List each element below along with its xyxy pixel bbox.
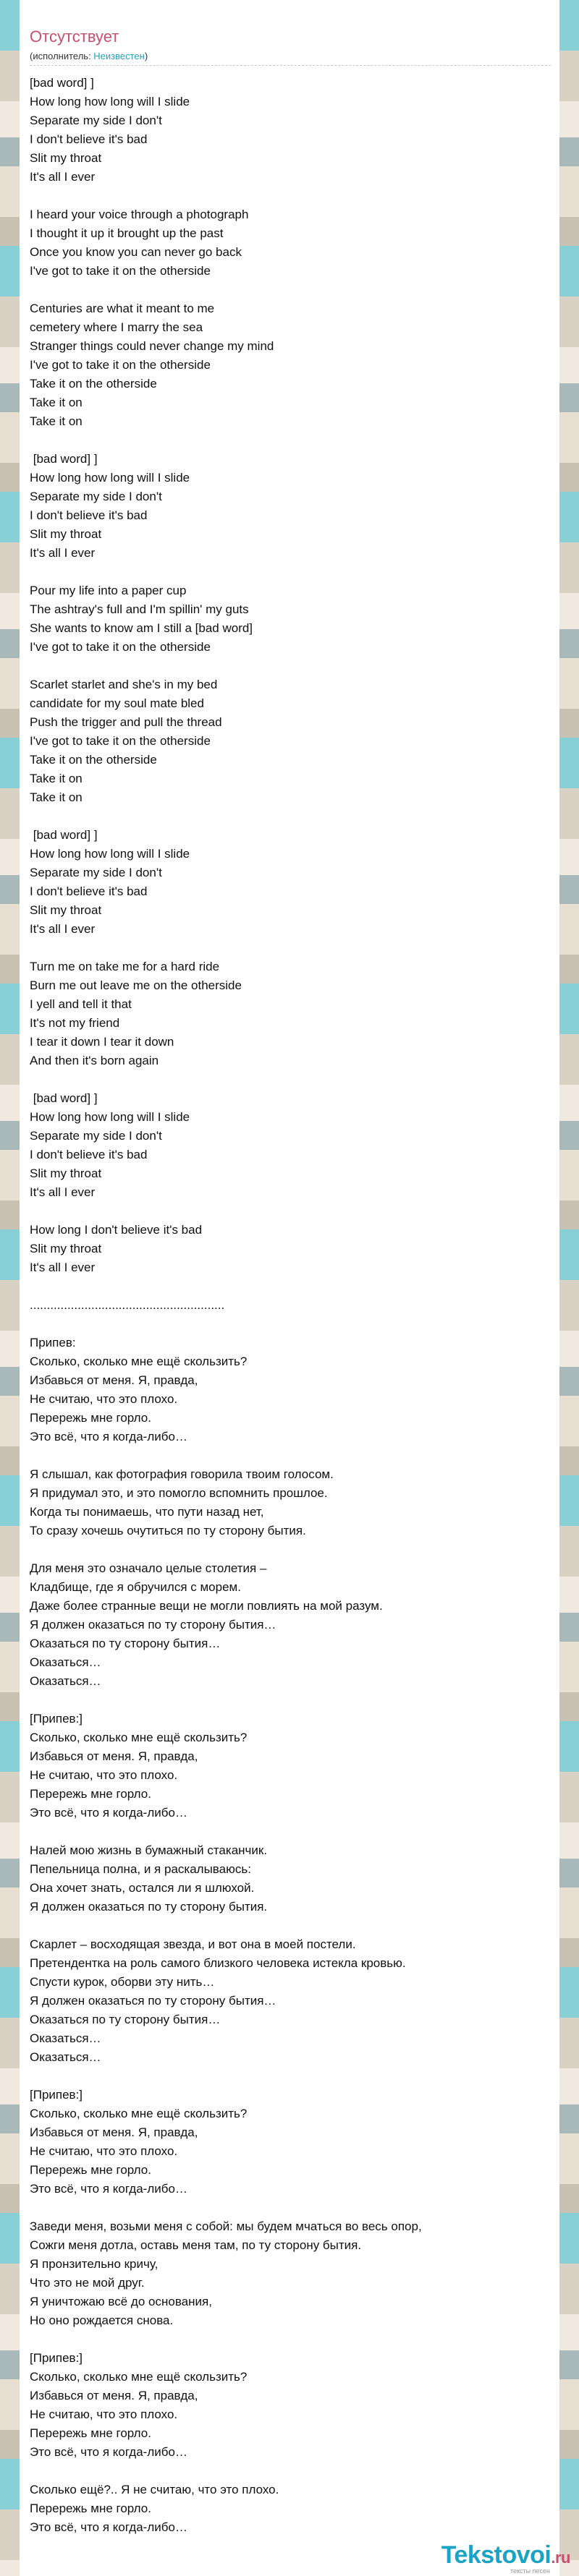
lyrics-line: Перережь мне горло. [30,1787,151,1801]
lyrics-line: Сколько, сколько мне ещё скользить? [30,2370,248,2384]
lyrics-line: Даже более странные вещи не могли повлиять на мой разум. [30,1599,383,1613]
lyrics-line: How long I don't believe it's bad [30,1223,203,1237]
lyrics-line: Pour my life into a paper cup [30,584,187,597]
lyrics-line: Пепельница полна, и я раскалываюсь: [30,1862,251,1876]
lyrics-line: Я пронзительно кричу, [30,2257,159,2271]
title-divider [30,65,551,66]
lyrics-line: Separate my side I don't [30,114,162,127]
lyrics-line: Stranger things could never change my mind [30,339,274,353]
lyrics-line: [Припев:] [30,2351,83,2365]
lyrics-stanza [30,74,551,187]
lyrics-line: Перережь мне горло. [30,2163,151,2177]
lyrics-line: Когда ты понимаешь, что пути назад нет, [30,1505,264,1519]
lyrics-line: Я должен оказаться по ту сторону бытия… [30,1618,276,1632]
lyrics-line: Но оно рождается снова. [30,2313,174,2327]
lyrics-line: How long how long will I slide [30,1110,190,1124]
lyrics-stanza [30,1296,551,1315]
logo-name: Tekstovoi [441,2541,551,2569]
lyrics-stanza [30,826,551,939]
lyrics-stanza [30,1465,551,1540]
song-title: Отсутствует [30,27,119,46]
lyrics-line: Slit my throat [30,151,102,165]
lyrics-line: Заведи меня, возьми меня с собой: мы будем мчаться во весь опор, [30,2219,422,2233]
lyrics-line: And then it's born again [30,1054,159,1067]
lyrics-stanza [30,1935,551,2067]
site-logo[interactable] [441,2541,570,2569]
lyrics-line: Не считаю, что это плохо. [30,1392,178,1406]
lyrics-stanza [30,1221,551,1277]
lyrics-stanza [30,2086,551,2198]
lyrics-line: Не считаю, что это плохо. [30,2407,178,2421]
lyrics-line: It's all I ever [30,170,96,184]
lyrics-line: How long how long will I slide [30,471,190,485]
lyrics-line: Избавься от меня. Я, правда, [30,2125,198,2139]
lyrics-line: Сколько, сколько мне ещё скользить? [30,1731,248,1744]
lyrics-stanza [30,1559,551,1691]
lyrics-line: Это всё, что я когда-либо… [30,2182,187,2196]
lyrics-line: Это всё, что я когда-либо… [30,2520,187,2534]
lyrics-line: Спусти курок, оборви эту нить… [30,1975,215,1989]
logo-tagline: тексты песен [510,2567,550,2575]
lyrics-stanza [30,675,551,807]
lyrics-line: Перережь мне горло. [30,1411,151,1425]
lyrics-line: Не считаю, что это плохо. [30,2144,178,2158]
lyrics-line: То сразу хочешь очутиться по ту сторону бытия. [30,1524,306,1538]
lyrics-stanza [30,1710,551,1822]
lyrics-line: It's all I ever [30,1261,96,1274]
lyrics-line: Separate my side I don't [30,1129,162,1143]
lyrics-line: Это всё, что я когда-либо… [30,1806,187,1820]
lyrics-line: Кладбище, где я обручился с морем. [30,1580,241,1594]
lyrics-line: Скарлет – восходящая звезда, и вот она в моей постели. [30,1937,356,1951]
lyrics-line: Once you know you can never go back [30,245,242,259]
lyrics-line: Separate my side I don't [30,866,162,879]
lyrics-line: I heard your voice through a photograph [30,208,249,221]
lyrics-stanza [30,1841,551,1916]
lyrics-line: Take it on [30,396,83,409]
lyrics-stanza [30,2217,551,2330]
lyrics-line: Избавься от меня. Я, правда, [30,2389,198,2402]
lyrics-line: Избавься от меня. Я, правда, [30,1749,198,1763]
lyrics-stanza [30,581,551,657]
lyrics-line: Push the trigger and pull the thread [30,715,222,729]
lyrics-line: I don't believe it's bad [30,508,148,522]
lyrics-line: I don't believe it's bad [30,1148,148,1161]
lyrics-line: Take it on [30,772,83,785]
lyrics-line: Что это не мой друг. [30,2276,145,2290]
lyrics-line: Centuries are what it meant to me [30,302,215,315]
lyrics-line: Оказаться… [30,1674,101,1688]
lyrics-line: Для меня это означало целые столетия – [30,1561,267,1575]
lyrics-line: Take it on [30,414,83,428]
lyrics-line: It's all I ever [30,922,96,936]
lyrics-text [30,74,551,2556]
lyrics-line: ......................................................... [30,1298,225,1312]
lyrics-line: [bad word] ] [30,452,98,466]
lyrics-line: It's all I ever [30,546,96,560]
lyrics-line: Претендентка на роль самого близкого человека истекла кровью. [30,1956,406,1970]
lyrics-line: [bad word] ] [30,1091,98,1105]
lyrics-line: Избавься от меня. Я, правда, [30,1373,198,1387]
lyrics-line: Сколько ещё?.. Я не считаю, что это плохо. [30,2483,279,2496]
lyrics-line: I've got to take it on the otherside [30,640,211,654]
lyrics-line: Я уничтожаю всё до основания, [30,2295,212,2308]
lyrics-line: I yell and tell it that [30,997,132,1011]
lyrics-stanza [30,450,551,563]
lyrics-line: cemetery where I marry the sea [30,320,203,334]
lyrics-stanza [30,958,551,1070]
lyrics-line: Slit my throat [30,903,102,917]
lyrics-line: Перережь мне горло. [30,2426,151,2440]
lyrics-line: I've got to take it on the otherside [30,264,211,278]
lyrics-line: I've got to take it on the otherside [30,734,211,748]
lyrics-line: Slit my throat [30,527,102,541]
lyrics-line: Take it on the otherside [30,753,157,767]
lyrics-line: [Припев:] [30,1712,83,1726]
lyrics-line: Separate my side I don't [30,490,162,503]
lyrics-line: Scarlet starlet and she's in my bed [30,678,218,691]
lyrics-page [20,0,559,2576]
lyrics-line: Это всё, что я когда-либо… [30,2445,187,2459]
lyrics-line: Я должен оказаться по ту сторону бытия. [30,1900,268,1914]
lyrics-line: candidate for my soul mate bled [30,696,204,710]
lyrics-line: Перережь мне горло. [30,2502,151,2515]
performer-prefix: (исполнитель: [30,51,94,61]
lyrics-line: I tear it down I tear it down [30,1035,174,1049]
lyrics-line: I thought it up it brought up the past [30,226,224,240]
lyrics-line: I don't believe it's bad [30,884,148,898]
lyrics-line: Сколько, сколько мне ещё скользить? [30,2107,248,2120]
performer-suffix: ) [144,51,148,61]
lyrics-line: Припев: [30,1336,76,1349]
lyrics-line: Оказаться… [30,2050,101,2064]
lyrics-line: Slit my throat [30,1242,102,1255]
lyrics-line: Не считаю, что это плохо. [30,1768,178,1782]
lyrics-line: [bad word] ] [30,828,98,842]
lyrics-line: How long how long will I slide [30,95,190,108]
lyrics-line: Это всё, что я когда-либо… [30,1430,187,1443]
lyrics-line: Я слышал, как фотография говорила твоим голосом. [30,1467,334,1481]
lyrics-line: She wants to know am I still a [bad word] [30,621,253,635]
lyrics-line: Оказаться по ту сторону бытия… [30,1637,221,1650]
lyrics-stanza [30,205,551,281]
lyrics-stanza [30,2349,551,2462]
lyrics-line: Оказаться по ту сторону бытия… [30,2013,221,2026]
lyrics-line: Burn me out leave me on the otherside [30,978,242,992]
lyrics-line: I've got to take it on the otherside [30,358,211,372]
lyrics-line: Налей мою жизнь в бумажный стаканчик. [30,1843,268,1857]
lyrics-line: [Припев:] [30,2088,83,2102]
lyrics-line: The ashtray's full and I'm spillin' my guts [30,602,249,616]
lyrics-line: Take it on the otherside [30,377,157,391]
lyrics-line: Slit my throat [30,1167,102,1180]
lyrics-line: Я придумал это, и это помогло вспомнить прошлое. [30,1486,328,1500]
lyrics-stanza [30,299,551,431]
lyrics-line: It's not my friend [30,1016,120,1030]
lyrics-stanza [30,1089,551,1202]
lyrics-line: Я должен оказаться по ту сторону бытия… [30,1994,276,2008]
lyrics-line: Turn me on take me for a hard ride [30,960,220,973]
lyrics-line: Оказаться… [30,1655,101,1669]
performer-line [30,51,148,61]
lyrics-line: Оказаться… [30,2031,101,2045]
logo-tld: .ru [551,2549,570,2567]
lyrics-line: Она хочет знать, остался ли я шлюхой. [30,1881,255,1895]
lyrics-line: I don't believe it's bad [30,132,148,146]
performer-link[interactable]: Неизвестен [93,51,145,61]
lyrics-line: Take it on [30,790,83,804]
lyrics-line: [bad word] ] [30,76,94,90]
lyrics-line: Сожги меня дотла, оставь меня там, по ту сторону бытия. [30,2238,362,2252]
lyrics-line: How long how long will I slide [30,847,190,861]
lyrics-line: Сколько, сколько мне ещё скользить? [30,1355,248,1368]
lyrics-stanza [30,1334,551,1446]
lyrics-stanza [30,2481,551,2537]
lyrics-line: It's all I ever [30,1185,96,1199]
